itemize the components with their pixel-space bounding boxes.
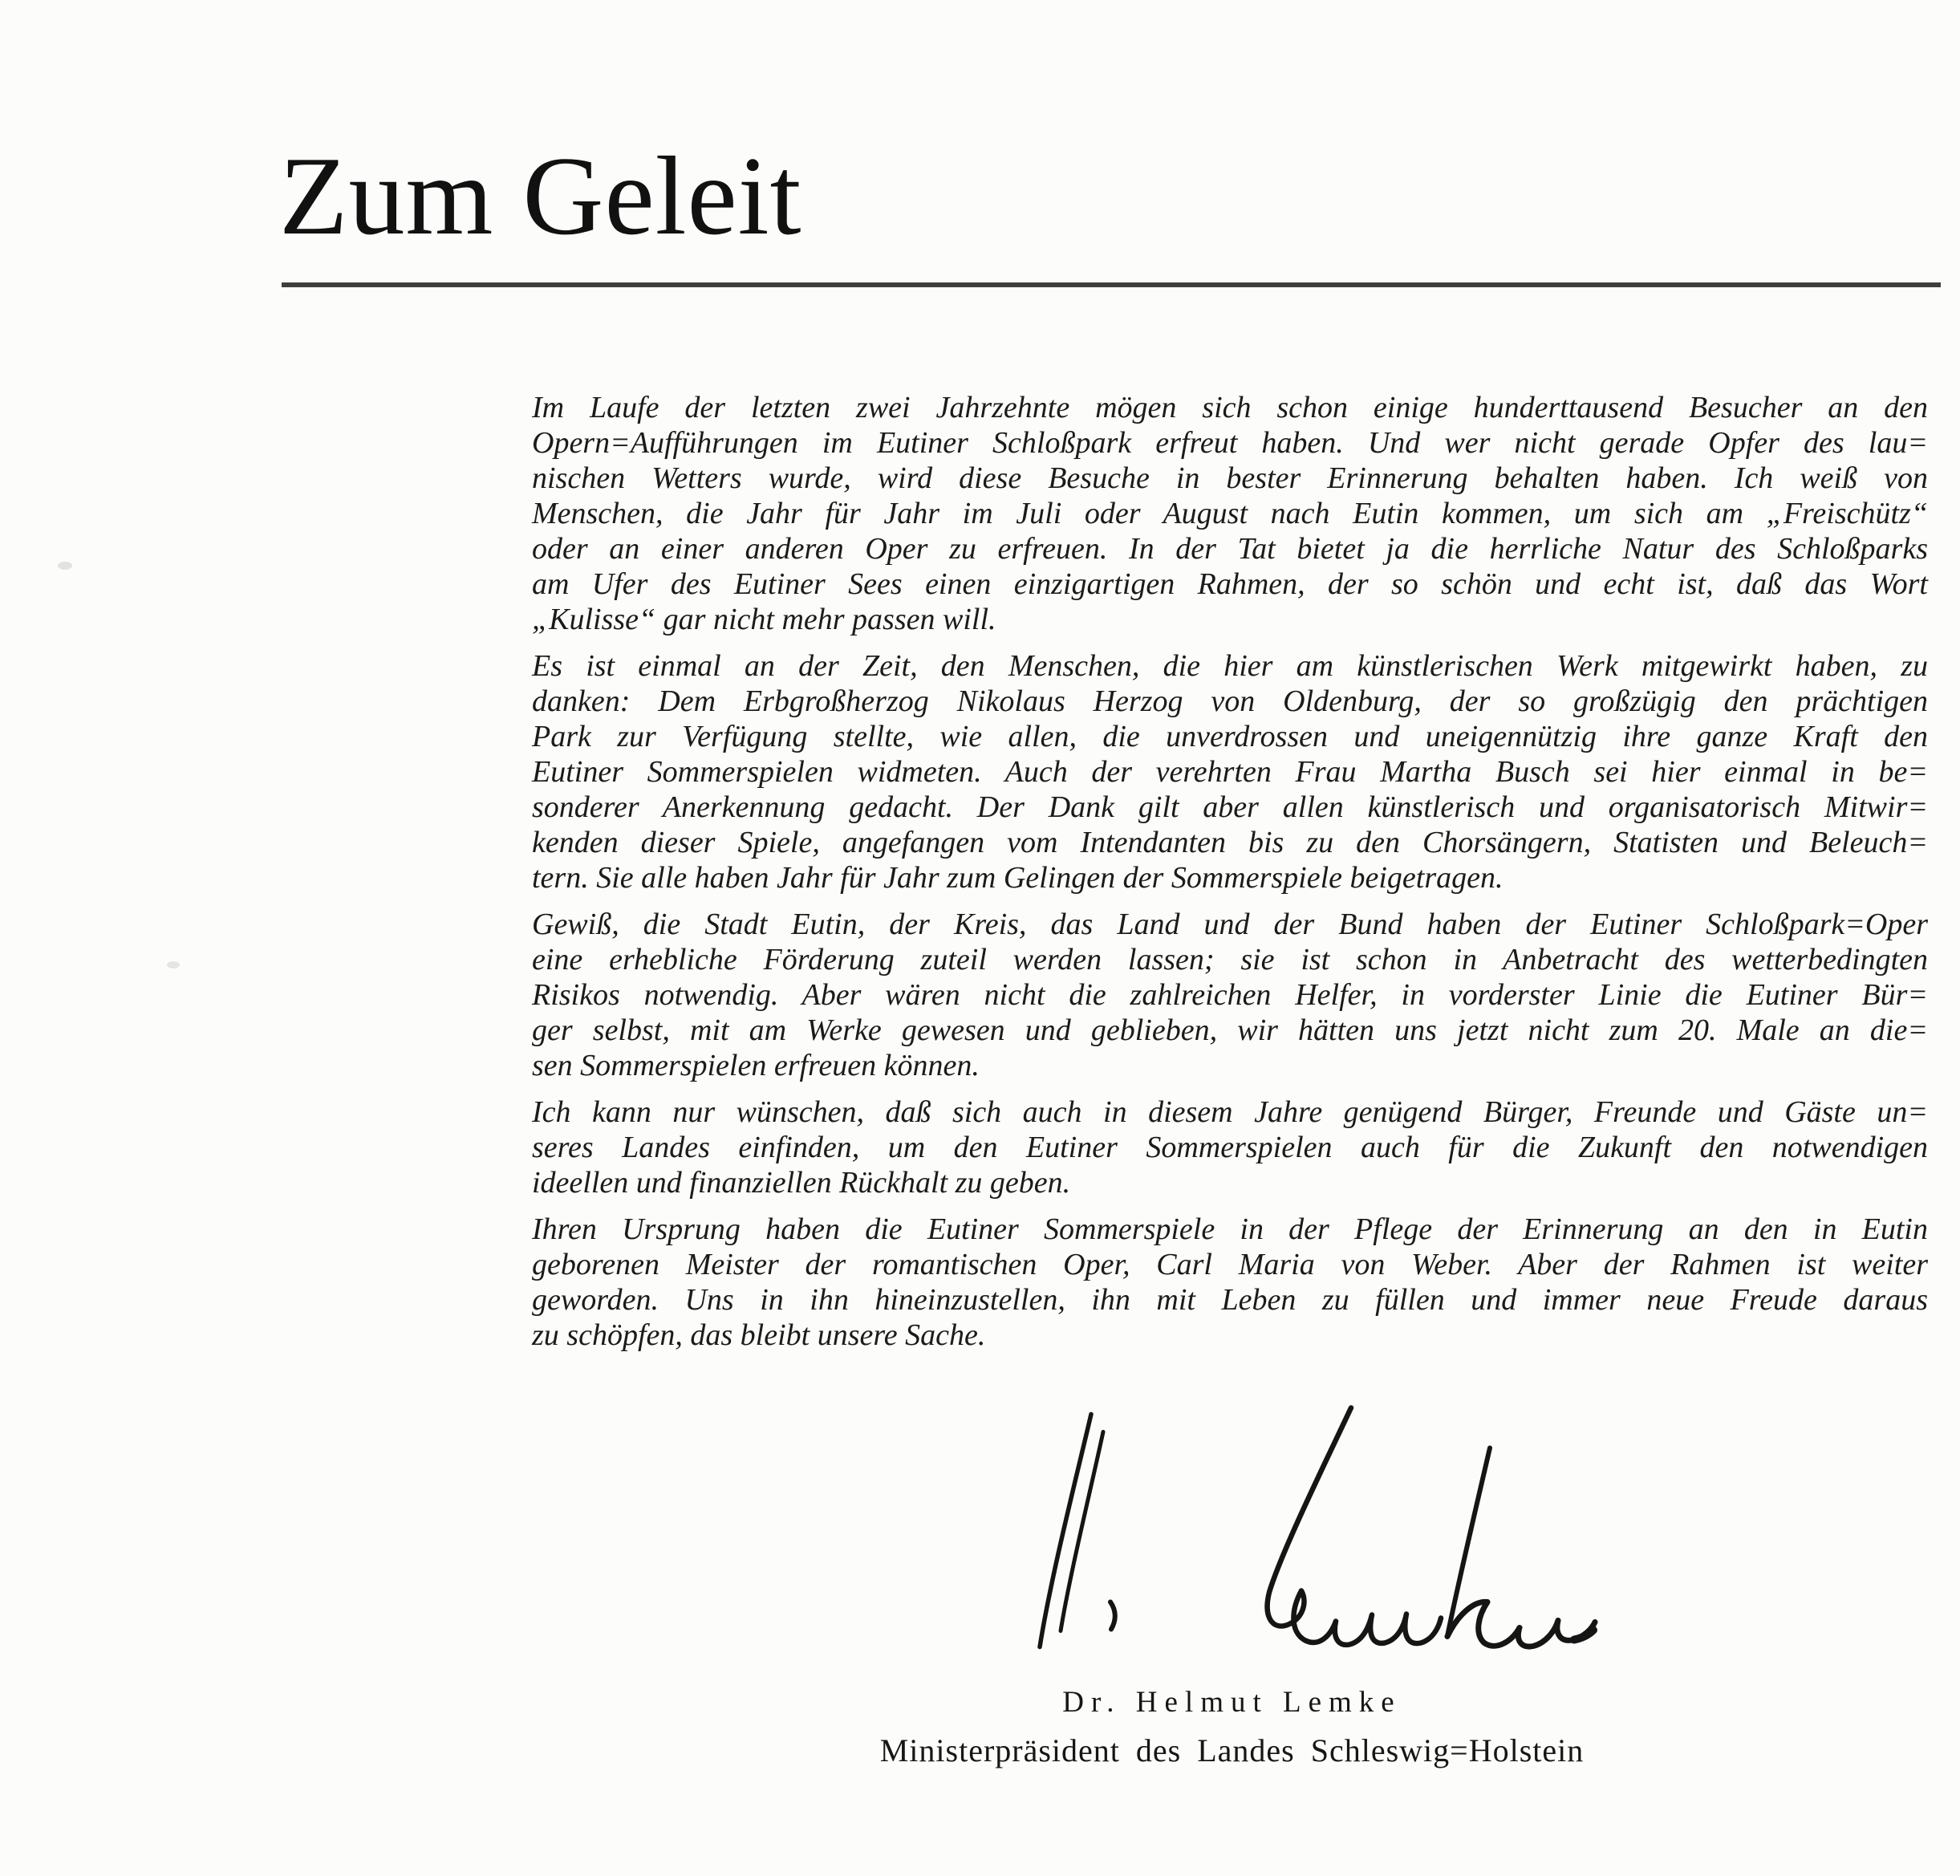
paragraph xyxy=(532,1094,1928,1200)
text-line: kenden dieser Spiele, angefangen vom Intendanten bis zu den Chorsängern, Statisten und Beleuch= xyxy=(532,826,1928,859)
text-line: Es ist einmal an der Zeit, den Menschen, die hier am künstlerischen Werk mitgewirkt haben, zu xyxy=(532,649,1928,683)
text-line: tern. Sie alle haben Jahr für Jahr zum Gelingen der Sommerspiele beigetragen. xyxy=(532,861,1503,895)
foreword-text xyxy=(532,390,1928,1364)
signatory-name: Dr. Helmut Lemke xyxy=(1062,1686,1402,1719)
text-line: ideellen und finanziellen Rückhalt zu geben. xyxy=(532,1166,1071,1200)
text-line: nischen Wetters wurde, wird diese Besuche in bester Erinnerung behalten haben. Ich weiß von xyxy=(532,461,1928,495)
text-line: sen Sommerspielen erfreuen können. xyxy=(532,1049,980,1082)
text-line: sonderer Anerkennung gedacht. Der Dank gilt aber allen künstlerisch und organisatorisch Mitwir= xyxy=(532,790,1928,824)
page-title: Zum Geleit xyxy=(279,133,802,258)
text-line: oder an einer anderen Oper zu erfreuen. In der Tat bietet ja die herrliche Natur des Schloßparks xyxy=(532,532,1928,566)
text-line: am Ufer des Eutiner Sees einen einzigartigen Rahmen, der so schön und echt ist, daß das Wort xyxy=(532,567,1928,601)
text-line: seres Landes einfinden, um den Eutiner Sommerspielen auch für die Zukunft den notwendigen xyxy=(532,1131,1928,1164)
text-line: ger selbst, mit am Werke gewesen und geblieben, wir hätten uns jetzt nicht zum 20. Male an die= xyxy=(532,1013,1928,1047)
text-line: Menschen, die Jahr für Jahr im Juli oder August nach Eutin kommen, um sich am „Freischütz“ xyxy=(532,497,1928,530)
signatory-role: Ministerpräsident des Landes Schleswig=Holstein xyxy=(879,1732,1585,1768)
text-line: Im Laufe der letzten zwei Jahrzehnte mögen sich schon einige hunderttausend Besucher an den xyxy=(532,391,1928,424)
text-line: Gewiß, die Stadt Eutin, der Kreis, das Land und der Bund haben der Eutiner Schloßpark=Oper xyxy=(532,908,1928,941)
paragraph xyxy=(532,1212,1928,1353)
text-line: geborenen Meister der romantischen Oper, Carl Maria von Weber. Aber der Rahmen ist weiter xyxy=(532,1248,1928,1281)
text-line: eine erhebliche Förderung zuteil werden lassen; sie ist schon in Anbetracht des wetterbedingten xyxy=(532,943,1928,977)
handwritten-signature-icon xyxy=(1021,1398,1630,1663)
divider-rule xyxy=(282,282,1941,287)
paragraph xyxy=(532,390,1928,637)
text-line: Risikos notwendig. Aber wären nicht die zahlreichen Helfer, in vorderster Linie die Eutiner Bür= xyxy=(532,978,1928,1012)
text-line: „Kulisse“ gar nicht mehr passen will. xyxy=(532,603,996,636)
text-line: Ich kann nur wünschen, daß sich auch in diesem Jahre genügend Bürger, Freunde und Gäste un= xyxy=(532,1095,1928,1129)
text-line: danken: Dem Erbgroßherzog Nikolaus Herzog von Oldenburg, der so großzügig den prächtigen xyxy=(532,684,1928,718)
text-line: Opern=Aufführungen im Eutiner Schloßpark erfreut haben. Und wer nicht gerade Opfer des lau= xyxy=(532,426,1928,460)
scan-speck xyxy=(167,961,180,968)
text-line: geworden. Uns in ihn hineinzustellen, ihn mit Leben zu füllen und immer neue Freude daraus xyxy=(532,1283,1928,1317)
text-line: zu schöpfen, das bleibt unsere Sache. xyxy=(532,1318,986,1352)
paragraph xyxy=(532,907,1928,1083)
text-line: Eutiner Sommerspielen widmeten. Auch der verehrten Frau Martha Busch sei hier einmal in be= xyxy=(532,755,1928,789)
paragraph xyxy=(532,648,1928,895)
text-line: Ihren Ursprung haben die Eutiner Sommerspiele in der Pflege der Erinnerung an den in Eutin xyxy=(532,1212,1928,1246)
scan-speck xyxy=(58,562,72,570)
text-line: Park zur Verfügung stellte, wie allen, die unverdrossen und uneigennützig ihre ganze Kraft den xyxy=(532,720,1928,753)
